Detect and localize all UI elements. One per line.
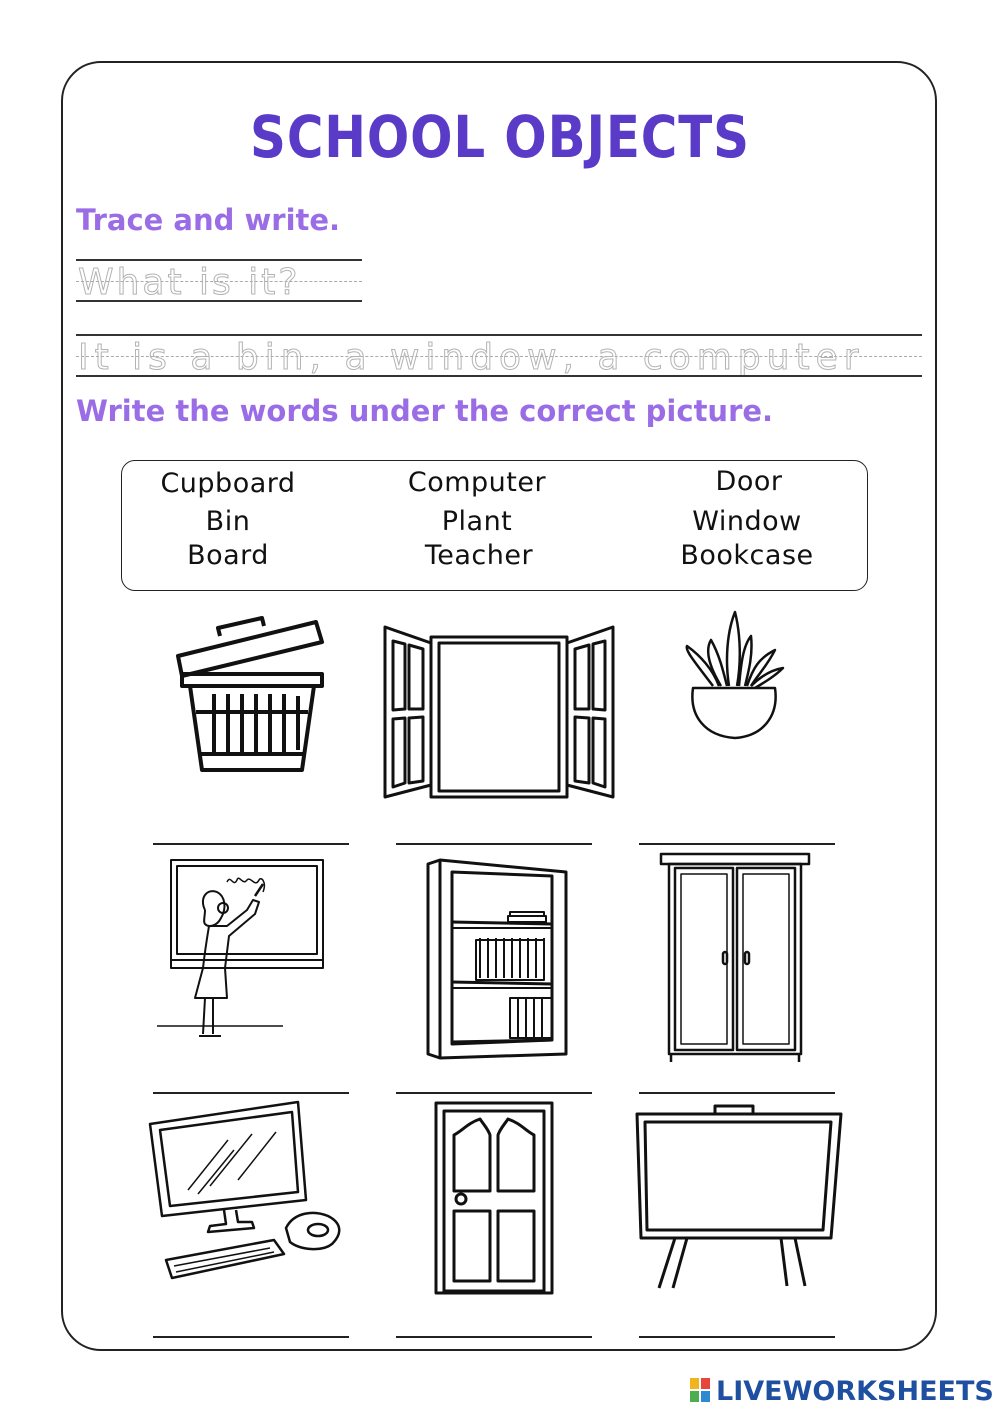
- write-instruction: Write the words under the correct picture.: [76, 394, 774, 428]
- word-window: Window: [692, 506, 802, 537]
- trash-bin-picture: [176, 614, 328, 774]
- answer-line-5[interactable]: [396, 1092, 592, 1094]
- trace-text-1: What is it?: [78, 262, 301, 302]
- word-bookcase: Bookcase: [680, 540, 814, 571]
- liveworksheets-logo: [690, 1374, 994, 1408]
- trace-instruction: Trace and write.: [76, 203, 341, 237]
- answer-line-7[interactable]: [153, 1336, 349, 1338]
- word-computer: Computer: [407, 467, 547, 498]
- brand-name: LIVEWORKSHEETS: [716, 1375, 994, 1407]
- cupboard-picture: [659, 852, 811, 1064]
- trace-line-1: [76, 259, 362, 302]
- answer-line-6[interactable]: [639, 1092, 835, 1094]
- answer-line-9[interactable]: [639, 1336, 835, 1338]
- answer-line-3[interactable]: [639, 843, 835, 845]
- trace-text-2: It is a bin, a window, a computer: [78, 337, 865, 377]
- trace-line-2: [76, 334, 922, 377]
- word-teacher: Teacher: [424, 540, 534, 571]
- answer-line-4[interactable]: [153, 1092, 349, 1094]
- door-picture: [434, 1101, 554, 1295]
- computer-picture: [148, 1100, 344, 1290]
- word-bin: Bin: [205, 506, 251, 537]
- bookcase-picture: [426, 858, 570, 1062]
- answer-line-2[interactable]: [396, 843, 592, 845]
- page-title: SCHOOL OBJECTS: [250, 103, 750, 171]
- teacher-picture: [155, 858, 327, 1044]
- answer-line-1[interactable]: [153, 843, 349, 845]
- word-plant: Plant: [441, 506, 513, 537]
- potted-plant-picture: [683, 610, 785, 742]
- word-door: Door: [715, 466, 783, 497]
- answer-line-8[interactable]: [396, 1336, 592, 1338]
- open-window-picture: [383, 625, 615, 800]
- easel-board-picture: [635, 1106, 843, 1288]
- word-cupboard: Cupboard: [160, 468, 296, 499]
- logo-mark-icon: [690, 1378, 712, 1404]
- word-board: Board: [187, 540, 269, 571]
